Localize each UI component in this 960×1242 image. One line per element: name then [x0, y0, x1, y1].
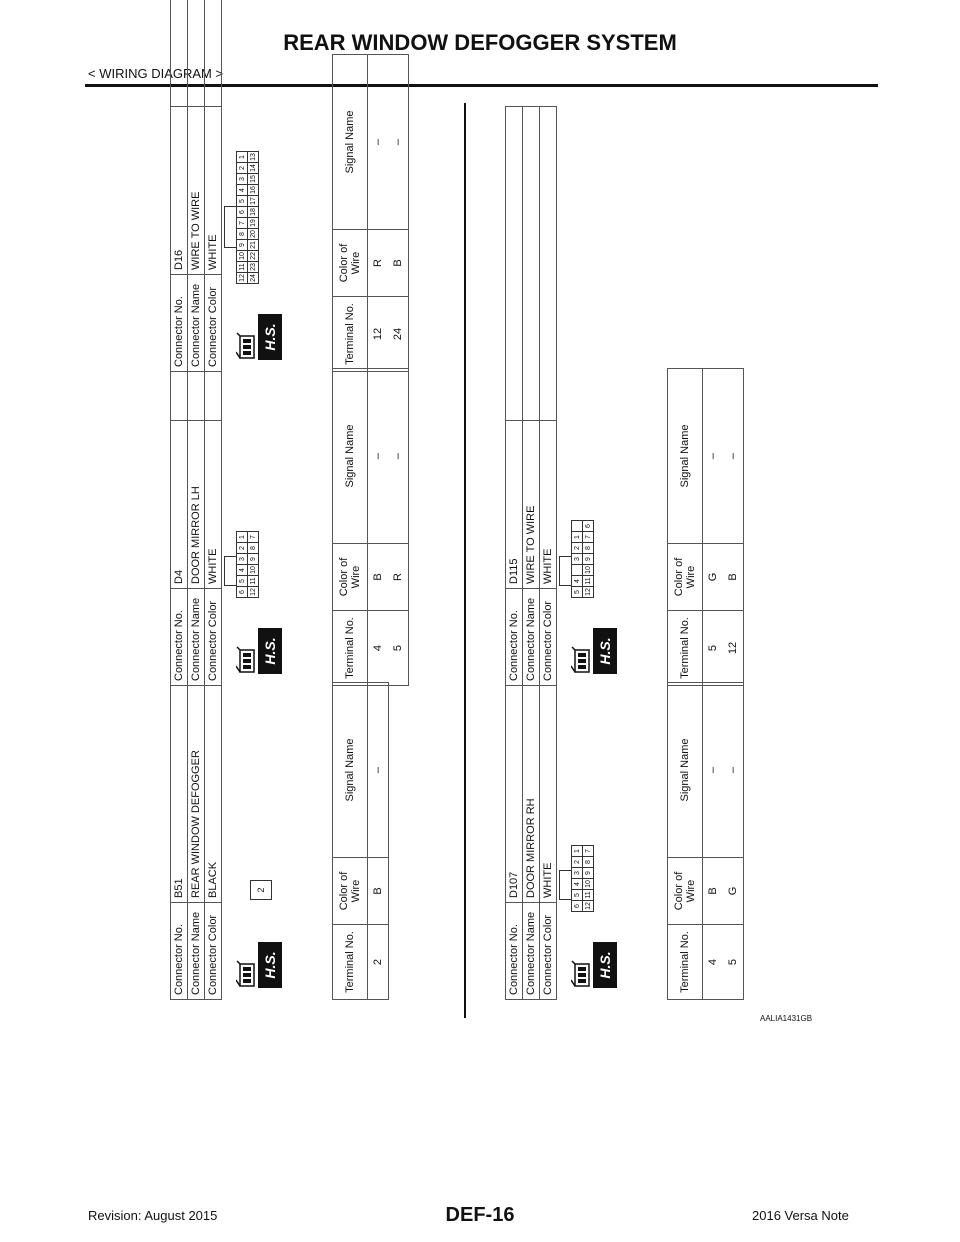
column-divider	[464, 103, 466, 1018]
connector-pin-face	[236, 151, 259, 284]
pin-cell: 3	[237, 174, 248, 185]
pin-row	[572, 846, 583, 912]
connector-info-label: Connector Name	[523, 903, 540, 1000]
terminal-row	[368, 683, 389, 1000]
connector-icon-group	[571, 942, 617, 988]
connector-info-value: REAR WINDOW DEFOGGER	[188, 421, 205, 903]
connector-info-row	[506, 107, 523, 686]
signal-name-cell: –	[368, 683, 389, 858]
pin-cell: 15	[249, 175, 257, 183]
pin-cell: 10	[584, 566, 592, 574]
connector-pin-grid	[236, 531, 259, 598]
connector-info-label: Connector Name	[188, 275, 205, 372]
pin-cell: 9	[583, 554, 594, 565]
connector-info-label: Connector Color	[205, 589, 222, 686]
pin-cell: 11	[584, 577, 592, 585]
pin-cell: 10	[584, 880, 592, 888]
connector-info-value: BLACK	[205, 421, 222, 903]
signal-name-header: Signal Name	[668, 683, 703, 858]
signal-name-cell: –	[368, 369, 389, 544]
pin-cell: 4	[572, 576, 583, 587]
connector-info-row	[523, 107, 540, 686]
connector-info-table	[505, 106, 557, 686]
connector-info-label: Connector No.	[171, 275, 188, 372]
terminal-no-header: Terminal No.	[668, 925, 703, 1000]
pin-cell: 1	[572, 846, 583, 857]
connector-icon-group	[571, 628, 617, 674]
connector-block-d115	[505, 106, 745, 686]
connector-plug-icon	[236, 960, 258, 988]
pin-cell: 1	[237, 152, 248, 163]
terminal-no-cell: 12	[723, 611, 744, 686]
pin-cell: 4	[572, 879, 583, 890]
pin-row	[572, 521, 583, 598]
terminal-table-header	[333, 369, 368, 686]
pin-cell: 6	[583, 521, 594, 532]
pin-cell: 3	[237, 554, 248, 565]
terminal-no-cell: 5	[388, 611, 409, 686]
pin-cell: 16	[249, 186, 257, 194]
terminal-no-cell: 5	[703, 611, 724, 686]
pin-cell: 7	[248, 532, 259, 543]
terminal-no-header: Terminal No.	[333, 297, 368, 372]
connector-info-row	[188, 0, 205, 372]
connector-info-label: Connector No.	[506, 589, 523, 686]
terminal-row	[368, 55, 389, 372]
connector-info-label: Connector Name	[188, 903, 205, 1000]
connector-pin-grid	[571, 520, 594, 598]
pin-cell: 12	[238, 274, 246, 282]
terminal-table-header	[668, 369, 703, 686]
pin-cell: 5	[572, 587, 583, 598]
figure-code: AALIA1431GB	[760, 1014, 813, 1023]
wire-color-header-line1: Color of	[338, 243, 350, 283]
terminal-table-header	[333, 683, 368, 1000]
wire-color-header-line2: Wire	[350, 251, 362, 275]
terminal-row	[388, 369, 409, 686]
pin-cell: 11	[584, 891, 592, 899]
connector-info-label: Connector No.	[171, 589, 188, 686]
wire-color-cell: G	[703, 544, 724, 611]
terminal-no-header: Terminal No.	[333, 611, 368, 686]
pin-cell: 1	[572, 532, 583, 543]
wire-color-cell: B	[368, 858, 389, 925]
connector-info-value: D16	[171, 0, 188, 275]
pin-cell: 4	[237, 185, 248, 196]
connector-icon-group	[236, 314, 282, 360]
pin-row	[248, 152, 259, 284]
signal-name-header: Signal Name	[668, 369, 703, 544]
pin-cell: 6	[572, 901, 583, 912]
pin-row	[248, 532, 259, 598]
connector-info-value: WIRE TO WIRE	[523, 107, 540, 589]
connector-info-value: D4	[171, 107, 188, 589]
connector-pin-grid	[250, 880, 272, 900]
connector-pin-face	[250, 880, 272, 900]
wire-color-header-line1: Color of	[338, 557, 350, 597]
connector-plug-icon	[571, 646, 593, 674]
wire-color-header-line2: Wire	[350, 565, 362, 589]
connector-plug-icon	[571, 960, 593, 988]
footer-page-number: DEF-16	[445, 1204, 515, 1226]
pin-cell: 7	[237, 218, 248, 229]
pin-cell: 2	[237, 543, 248, 554]
wire-color-header	[668, 544, 703, 611]
pin-cavity-blank	[572, 565, 583, 576]
connector-info-value: D107	[506, 421, 523, 903]
footer-model: 2016 Versa Note	[752, 1208, 849, 1223]
signal-name-cell: –	[388, 55, 409, 230]
connector-icon-group	[236, 942, 282, 988]
pin-cell: 8	[583, 543, 594, 554]
signal-name-cell: –	[388, 369, 409, 544]
connector-pin-grid	[571, 845, 594, 912]
connector-info-label: Connector No.	[506, 903, 523, 1000]
connector-info-label: Connector Color	[540, 903, 557, 1000]
pin-cell: 5	[237, 196, 248, 207]
pin-cell: 12	[584, 902, 592, 910]
wire-color-header-line1: Color of	[673, 871, 685, 911]
wire-color-cell: B	[723, 544, 744, 611]
pin-cell: 1	[237, 532, 248, 543]
connector-info-value: WHITE	[205, 0, 222, 275]
pin-cell: 13	[249, 153, 257, 161]
terminal-table	[332, 54, 409, 372]
terminal-table-header	[668, 683, 703, 1000]
pin-cell: 2	[572, 543, 583, 554]
connector-icon-group	[236, 628, 282, 674]
signal-name-cell: –	[723, 683, 744, 858]
wire-color-cell: R	[388, 544, 409, 611]
wire-color-cell: G	[723, 858, 744, 925]
pin-cell: 3	[572, 554, 583, 565]
connector-info-label: Connector Color	[205, 275, 222, 372]
pin-cell: 2	[572, 857, 583, 868]
signal-name-cell: –	[703, 683, 724, 858]
wire-color-header-line2: Wire	[685, 879, 697, 903]
pin-cell: 9	[248, 554, 259, 565]
footer-revision: Revision: August 2015	[88, 1208, 218, 1223]
pin-cell: 19	[249, 219, 257, 227]
pin-cell: 2	[237, 163, 248, 174]
terminal-row	[703, 683, 724, 1000]
connector-info-label: Connector Name	[188, 589, 205, 686]
terminal-no-cell: 5	[723, 925, 744, 1000]
signal-name-cell: –	[723, 369, 744, 544]
pin-cell: 24	[249, 274, 257, 282]
harness-side-badge: H.S.	[593, 942, 617, 988]
connector-info-label: Connector No.	[171, 903, 188, 1000]
connector-block-d16	[170, 0, 410, 372]
terminal-row	[703, 369, 724, 686]
pin-cell: 11	[238, 263, 246, 271]
pin-cell: 4	[237, 565, 248, 576]
pin-cell: 22	[249, 252, 257, 260]
pin-cell: 5	[237, 576, 248, 587]
harness-side-badge: H.S.	[258, 942, 282, 988]
pin-cell: 6	[237, 207, 248, 218]
terminal-no-header: Terminal No.	[333, 925, 368, 1000]
connector-pin-grid	[236, 151, 259, 284]
terminal-table	[332, 682, 389, 1000]
wire-color-header	[333, 230, 368, 297]
terminal-row	[723, 369, 744, 686]
pin-cell: 10	[249, 566, 257, 574]
connector-info-label: Connector Name	[523, 589, 540, 686]
connector-info-row	[171, 0, 188, 372]
terminal-table	[667, 682, 744, 1000]
terminal-no-cell: 4	[368, 611, 389, 686]
connector-info-value: WHITE	[540, 107, 557, 589]
harness-side-badge: H.S.	[258, 628, 282, 674]
pin-cell: 14	[249, 164, 257, 172]
wire-color-header	[333, 544, 368, 611]
connector-info-label: Connector Color	[540, 589, 557, 686]
pin-cell: 17	[249, 197, 257, 205]
wire-color-header-line2: Wire	[350, 879, 362, 903]
connector-info-value: B51	[171, 421, 188, 903]
connector-info-row	[205, 0, 222, 372]
pin-cell: 11	[249, 577, 257, 585]
wire-color-cell: B	[703, 858, 724, 925]
terminal-no-cell: 12	[368, 297, 389, 372]
pin-cell: 9	[583, 868, 594, 879]
connector-plug-icon	[236, 332, 258, 360]
pin-cell: 5	[572, 890, 583, 901]
wire-color-header	[668, 858, 703, 925]
pin-cell: 12	[249, 588, 257, 596]
pin-cell: 8	[248, 543, 259, 554]
terminal-no-cell: 4	[703, 925, 724, 1000]
pin-cell: 23	[249, 263, 257, 271]
signal-name-header: Signal Name	[333, 369, 368, 544]
pin-cell: 18	[249, 208, 257, 216]
pin-row	[237, 152, 248, 284]
signal-name-header: Signal Name	[333, 683, 368, 858]
wire-color-cell: B	[368, 544, 389, 611]
terminal-table	[667, 368, 744, 686]
wire-color-header	[333, 858, 368, 925]
connector-info-value: D115	[506, 107, 523, 589]
wire-color-cell: R	[368, 230, 389, 297]
pin-cell: 12	[584, 588, 592, 596]
connector-pin-face	[571, 520, 594, 598]
pin-row	[583, 846, 594, 912]
pin-cell: 2	[251, 881, 272, 900]
pin-cell: 8	[583, 857, 594, 868]
terminal-no-cell: 2	[368, 925, 389, 1000]
connector-pin-face	[571, 845, 594, 912]
connector-info-value: WIRE TO WIRE	[188, 0, 205, 275]
pin-cell: 7	[583, 846, 594, 857]
pin-cell: 9	[237, 240, 248, 251]
harness-side-badge: H.S.	[593, 628, 617, 674]
signal-name-header: Signal Name	[333, 55, 368, 230]
terminal-table-header	[333, 55, 368, 372]
wire-color-header-line1: Color of	[338, 871, 350, 911]
pin-cell: 6	[237, 587, 248, 598]
connector-info-table	[170, 0, 222, 372]
terminal-row	[723, 683, 744, 1000]
terminal-table	[332, 368, 409, 686]
connector-info-value: DOOR MIRROR RH	[523, 421, 540, 903]
page-subtitle: < WIRING DIAGRAM >	[88, 66, 224, 81]
pin-cell: 10	[238, 252, 246, 260]
connector-info-value: WHITE	[540, 421, 557, 903]
pin-row	[251, 881, 272, 900]
terminal-no-cell: 24	[388, 297, 409, 372]
pin-cell: 21	[249, 241, 257, 249]
connector-info-label: Connector Color	[205, 903, 222, 1000]
connector-plug-icon	[236, 646, 258, 674]
connector-info-value: DOOR MIRROR LH	[188, 107, 205, 589]
harness-side-badge: H.S.	[258, 314, 282, 360]
wire-color-header-line1: Color of	[673, 557, 685, 597]
terminal-row	[368, 369, 389, 686]
page-title: REAR WINDOW DEFOGGER SYSTEM	[283, 30, 677, 55]
signal-name-cell: –	[703, 369, 724, 544]
signal-name-cell: –	[368, 55, 389, 230]
pin-cell: 20	[249, 230, 257, 238]
terminal-row	[388, 55, 409, 372]
connector-info-row	[540, 107, 557, 686]
wire-color-header-line2: Wire	[685, 565, 697, 589]
pin-cell: 7	[583, 532, 594, 543]
pin-row	[583, 521, 594, 598]
connector-pin-face	[236, 531, 259, 598]
connector-info-value: WHITE	[205, 107, 222, 589]
wire-color-cell: B	[388, 230, 409, 297]
pin-cell: 8	[237, 229, 248, 240]
pin-cell: 3	[572, 868, 583, 879]
terminal-no-header: Terminal No.	[668, 611, 703, 686]
pin-row	[237, 532, 248, 598]
